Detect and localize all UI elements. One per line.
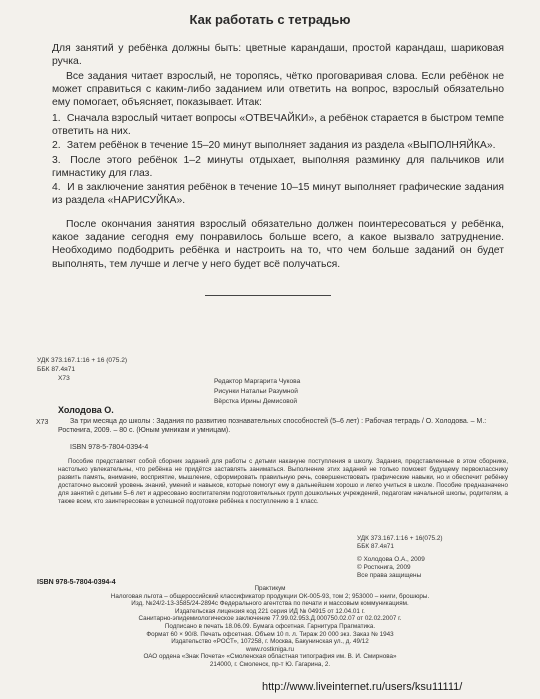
annotation: Пособие представляет собой сборник заданий для работы с детьми накануне поступления в школу. Задания, представленные в этом сборнике, настолько увлекательны, что ребёнка не придётся заставлять заниматься. Выполнение этих заданий не только поможет будущему первокласснику развить память, внимание, восприятие, мышление, сформировать правильную речь, совершенствовать графические навыки, но и обеспечит ребёнку достаточно высокий уровень знаний, умений и навыков, которые помогут ему в дальнейшем хорошо и легко учиться в школе. Пособие предназначено для занятий с детьми 5–6 лет и адресовано воспитателям подготовительных групп дошкольных учреждений, педагогам начальной школы, родителям, а также всем, кто заинтересован в успешной подготовке ребёнка к поступлению в 1 класс. [58,458,508,505]
copyright-publisher: © Росткнига, 2009 [357,564,411,571]
copyright-block [357,556,425,580]
divider [205,295,331,296]
list-item [52,112,504,138]
isbn-top: ISBN 978-5-7804-0394-4 [70,444,149,451]
imprint-line: Издательская лицензия код 221 серия ИД № 04915 от 12.04.01 г. [175,607,365,615]
intro-paragraph: Все задания читает взрослый, не торопясь, чётко проговаривая слова. Если ребёнок не может справиться с каким-либо заданием или ответить на вопрос, взрослый обязательно ему помогает, объясняет, показывает. Итак: [52,71,504,109]
credit-layout: Вёрстка Ирины Демисовой [214,398,298,405]
imprint [60,585,480,669]
watermark-url[interactable]: http://www.liveinternet.ru/users/ksu11111/ [262,681,463,693]
list-item-text: После этого ребёнок 1–2 минуты отдыхает, выполняя разминку для пальчиков или гимнастику для глаз. [52,154,505,179]
list-item [52,154,504,180]
udk-block [357,535,443,551]
udk-code: УДК 373.167.1:16 + 16 (075.2) [37,357,128,364]
credit-illustrator: Рисунки Натальи Разумной [214,388,298,395]
rights-reserved: Все права защищены [357,572,422,579]
closing-paragraph: После окончания занятия взрослый обязательно должен поинтересоваться у ребёнка, какое задание сегодня ему понравилось больше всего, а какое вызвало затруднение. Необходимо подбодрить ребёнка и настроить на то, что чем больше заданий он будет выполнять, тем лучше и легче у него будет всё получаться. [52,219,504,270]
steps-list [52,112,504,208]
list-item-text: И в заключение занятия ребёнок в течение 10–15 минут выполняет графические задания из раздела «НАРИСУЙКА». [52,182,505,207]
isbn-bottom: ISBN 978-5-7804-0394-4 [37,579,116,586]
imprint-line: Издательство «РОСТ», 107258, г. Москва, Бакунинская ул., д. 49/12 [171,638,369,646]
credits [214,378,300,408]
bbk-code: ББК 87.4я71 [37,366,76,373]
list-item-number: 3. [52,154,61,166]
imprint-line: Практикум [254,585,286,592]
list-item-number: 1. [52,113,61,124]
materials-paragraph: Для занятий у ребёнка должны быть: цветные карандаши, простой карандаш, шариковая ручка. [52,43,504,68]
list-item-text: Затем ребёнок в течение 15–20 минут выполняет задания из раздела «ВЫПОЛНЯЙКА». [66,140,496,152]
author-mark-left: Х73 [36,419,49,426]
imprint-line: Санитарно-эпидемиологическое заключение 77.99.02.953.Д.000750.02.07 от 02.02.2007 г. [138,615,402,623]
list-item-text: Сначала взрослый читает вопросы «ОТВЕЧАЙКИ», а ребёнок старается в быстром темпе ответить на них. [52,113,505,138]
imprint-line: Налоговая льгота – общероссийский классификатор продукции ОК-005-93, том 2; 953000 – книги, брошюры. [110,592,430,600]
list-item [52,181,504,207]
author-mark: Х73 [58,375,70,382]
bbk-code-2: ББК 87.4я71 [357,543,394,550]
author-name: Холодова О. [58,405,114,415]
imprint-line: Изд. №24/2-13-3585/24-2894с Федерального агентства по печати и массовым коммуникациям. [131,600,409,608]
imprint-line: 214000, г. Смоленск, пр-т Ю. Гагарина, 2. [209,660,331,668]
udk-code-2: УДК 373.167.1:16 + 16(075.2) [357,535,443,542]
list-item-number: 2. [52,140,61,152]
credit-editor: Редактор Маргарита Чукова [214,378,301,385]
page-title: Как работать с тетрадью [189,12,351,27]
copyright-author: © Холодова О.А., 2009 [357,556,425,563]
imprint-line: Формат 60 × 90/8. Печать офсетная. Объем 10 п. л. Тираж 20 000 экз. Заказ № 1943 [146,630,394,638]
imprint-line: www.rostkniga.ru [246,645,294,653]
bibliographic-description: За три месяца до школы : Задания по развитию познавательных способностей (5–6 лет) : Рабочая тетрадь / О. Холодова. – М.: Росткнига, 2009. – 80 с. (Юным умникам и умницам). [58,418,487,434]
list-item-number: 4. [52,182,61,194]
imprint-line: Подписано в печать 18.06.09. Бумага офсетная. Гарнитура Прагматика. [164,622,376,630]
imprint-line: ОАО ордена «Знак Почета» «Смоленская областная типография им. В. И. Смирнова» [143,653,397,661]
list-item [52,139,504,152]
